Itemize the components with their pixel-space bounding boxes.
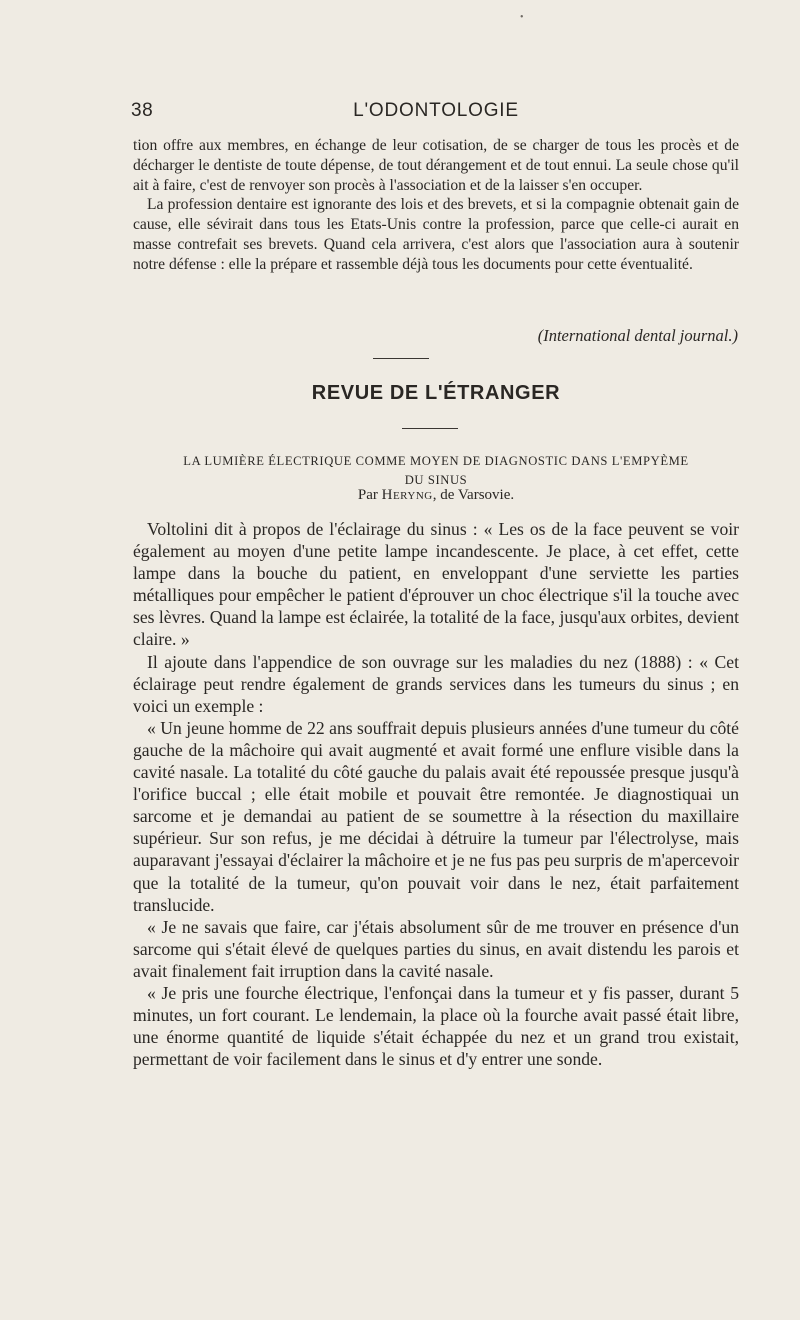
article-title — [133, 452, 739, 490]
article-paragraph-1: Voltolini dit à propos de l'éclairage du sinus : « Les os de la face peuvent se voir également au moyen d'une petite lampe incandescente. Je place, à cet effet, cette lampe dans la bouche du patient, en enveloppant d'une serviette les parties métalliques pour empêcher le patient d'éprouver un choc électrique s'il la touche avec ses lèvres. Quand la lampe est éclairée, la totalité de la face, jusqu'aux orbites, devient claire. » — [133, 519, 740, 650]
intro-text — [133, 136, 739, 275]
page-number: 38 — [131, 100, 154, 121]
article-paragraph-3: « Un jeune homme de 22 ans souffrait depuis plusieurs années d'une tumeur du côté gauche de la mâchoire qui avait augmenté et avait formé une enflure visible dans la cavité nasale. La totalité du côté gauche du palais avait été repoussée presque jusqu'à l'orifice buccal ; elle était mobile et pouvait être remontée. Je diagnostiquai un sarcome et je demandai au patient de se soumettre à la résection du maxillaire supérieur. Sur son refus, je me décidai à détruire la tumeur par l'électrolyse, mais auparavant j'essayai d'éclairer la mâchoire et je ne fus pas peu surpris de m'apercevoir que la totalité de la tumeur, qu'on pouvait voir dans le nez, était parfaitement translucide. — [133, 717, 739, 915]
article-paragraph-2: Il ajoute dans l'appendice de son ouvrage sur les maladies du nez (1888) : « Cet éclairage peut rendre également de grands services dans les tumeurs du sinus ; en voici un exemple : — [133, 651, 739, 716]
article-title-line-1: LA LUMIÈRE ÉLECTRIQUE COMME MOYEN DE DIAGNOSTIC DANS L'EMPYÈME — [183, 454, 689, 468]
running-title: L'ODONTOLOGIE — [353, 100, 519, 121]
intro-paragraph-2: La profession dentaire est ignorante des lois et des brevets, et si la compagnie obtenait gain de cause, elle sévirait dans tous les Etats-Unis contre la profession, parce que celle-ci aurait en masse contrefait ses brevets. Quand cela arrivera, c'est alors que l'association aura à soutenir notre défense : elle la prépare et rassemble déjà tous les documents pour cette éventualité. — [133, 196, 739, 273]
article-paragraph-5: « Je pris une fourche électrique, l'enfonçai dans la tumeur et y fis passer, durant 5 minutes, un fort courant. Le lendemain, la place où la fourche avait passé était libre, une énorme quantité de liquide s'était échappée du nez et un grand trou existait, permettant de voir facilement dans le sinus et d'y entrer une sonde. — [133, 982, 739, 1070]
author-name: Heryng — [381, 487, 433, 503]
section-title: REVUE DE L'ÉTRANGER — [311, 382, 561, 404]
page-header — [131, 100, 741, 130]
section-divider — [402, 428, 458, 429]
article-paragraph-4: « Je ne savais que faire, car j'étais absolument sûr de me trouver en présence d'un sarcome qui s'était élevé de quelques parties du sinus, en avait distendu les parois et avait finalement fait irruption dans la cavité nasale. — [133, 916, 739, 981]
print-speck: • — [520, 12, 524, 23]
top-divider — [373, 358, 429, 359]
byline — [133, 487, 739, 504]
byline-suffix: , de Varsovie. — [432, 487, 515, 503]
source-citation: (International dental journal.) — [537, 326, 738, 345]
article-title-line-2: DU SINUS — [404, 473, 468, 487]
byline-prefix: Par — [357, 487, 378, 503]
intro-paragraph-1: tion offre aux membres, en échange de leur cotisation, de se charger de tous les procès et de décharger le dentiste de toute dépense, de tout dérangement et de tout ennui. La seule chose qu'il ait à faire, c'est de renvoyer son procès à l'association et de la laisser s'en occuper. — [133, 137, 739, 194]
article-body — [133, 518, 739, 1070]
